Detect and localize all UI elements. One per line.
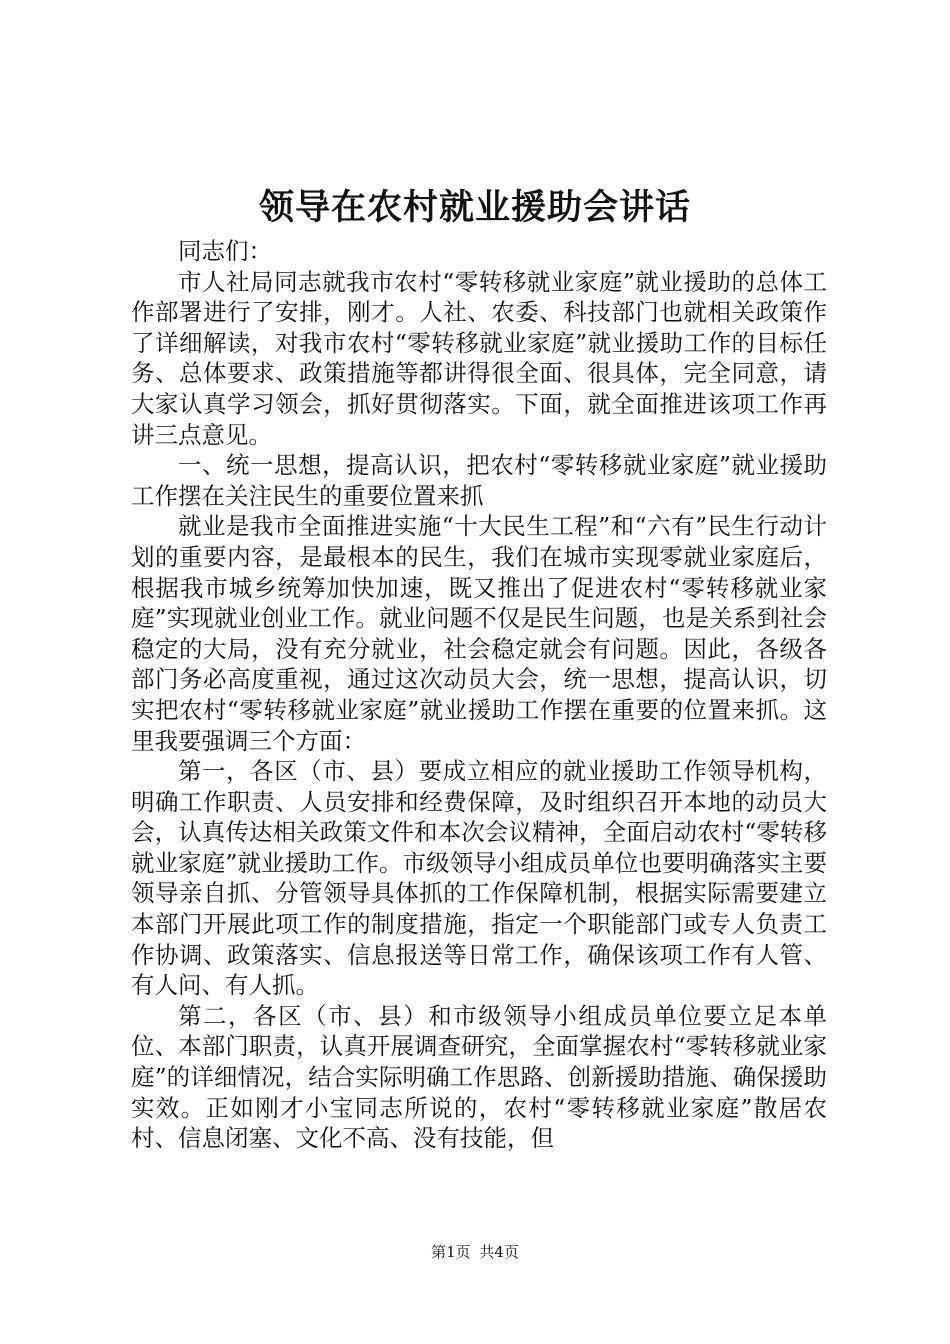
- page-number: 第1页: [431, 1243, 471, 1261]
- body-paragraph: 第二，各区（市、县）和市级领导小组成员单位要立足本单位、本部门职责，认真开展调查研究，全面掌握农村“零转移就业家庭”的详细情况，结合实际明确工作思路、创新援助措施、确保援助实效。正如刚才小宝同志所说的，农村“零转移就业家庭”散居农村、信息闭塞、文化不高、没有技能，但: [131, 1001, 827, 1153]
- page-total: 共4页: [479, 1243, 519, 1261]
- section-heading-paragraph: 一、统一思想，提高认识，把农村“零转移就业家庭”就业援助工作摆在关注民生的重要位置来抓: [131, 451, 827, 510]
- document-title: 领导在农村就业援助会讲话: [258, 187, 691, 228]
- body-paragraph: 就业是我市全面推进实施“十大民生工程”和“六有”民生行动计划的重要内容，是最根本的民生，我们在城市实现零就业家庭后，根据我市城乡统筹加快加速，既又推出了促进农村“零转移就业家庭”实现就业创业工作。就业问题不仅是民生问题，也是关系到社会稳定的大局，没有充分就业，社会稳定就会有问题。因此，各级各部门务必高度重视，通过这次动员大会，统一思想，提高认识，切实把农村“零转移就业家庭”就业援助工作摆在重要的位置来抓。这里我要强调三个方面：: [131, 512, 827, 755]
- salutation-paragraph: 同志们：: [178, 237, 272, 265]
- page-footer: [0, 1240, 950, 1264]
- body-paragraph: 市人社局同志就我市农村“零转移就业家庭”就业援助的总体工作部署进行了安排，刚才。人社、农委、科技部门也就相关政策作了详细解读，对我市农村“零转移就业家庭”就业援助工作的目标任务、总体要求、政策措施等都讲得很全面、很具体，完全同意，请大家认真学习领会，抓好贯彻落实。下面，就全面推进该项工作再讲三点意见。: [131, 267, 827, 449]
- body-paragraph: 第一，各区（市、县）要成立相应的就业援助工作领导机构，明确工作职责、人员安排和经费保障，及时组织召开本地的动员大会，认真传达相关政策文件和本次会议精神，全面启动农村“零转移就业家庭”就业援助工作。市级领导小组成员单位也要明确落实主要领导亲自抓、分管领导具体抓的工作保障机制，根据实际需要建立本部门开展此项工作的制度措施，指定一个职能部门或专人负责工作协调、政策落实、信息报送等日常工作，确保该项工作有人管、有人问、有人抓。: [131, 757, 827, 1000]
- document-body: [131, 236, 827, 1154]
